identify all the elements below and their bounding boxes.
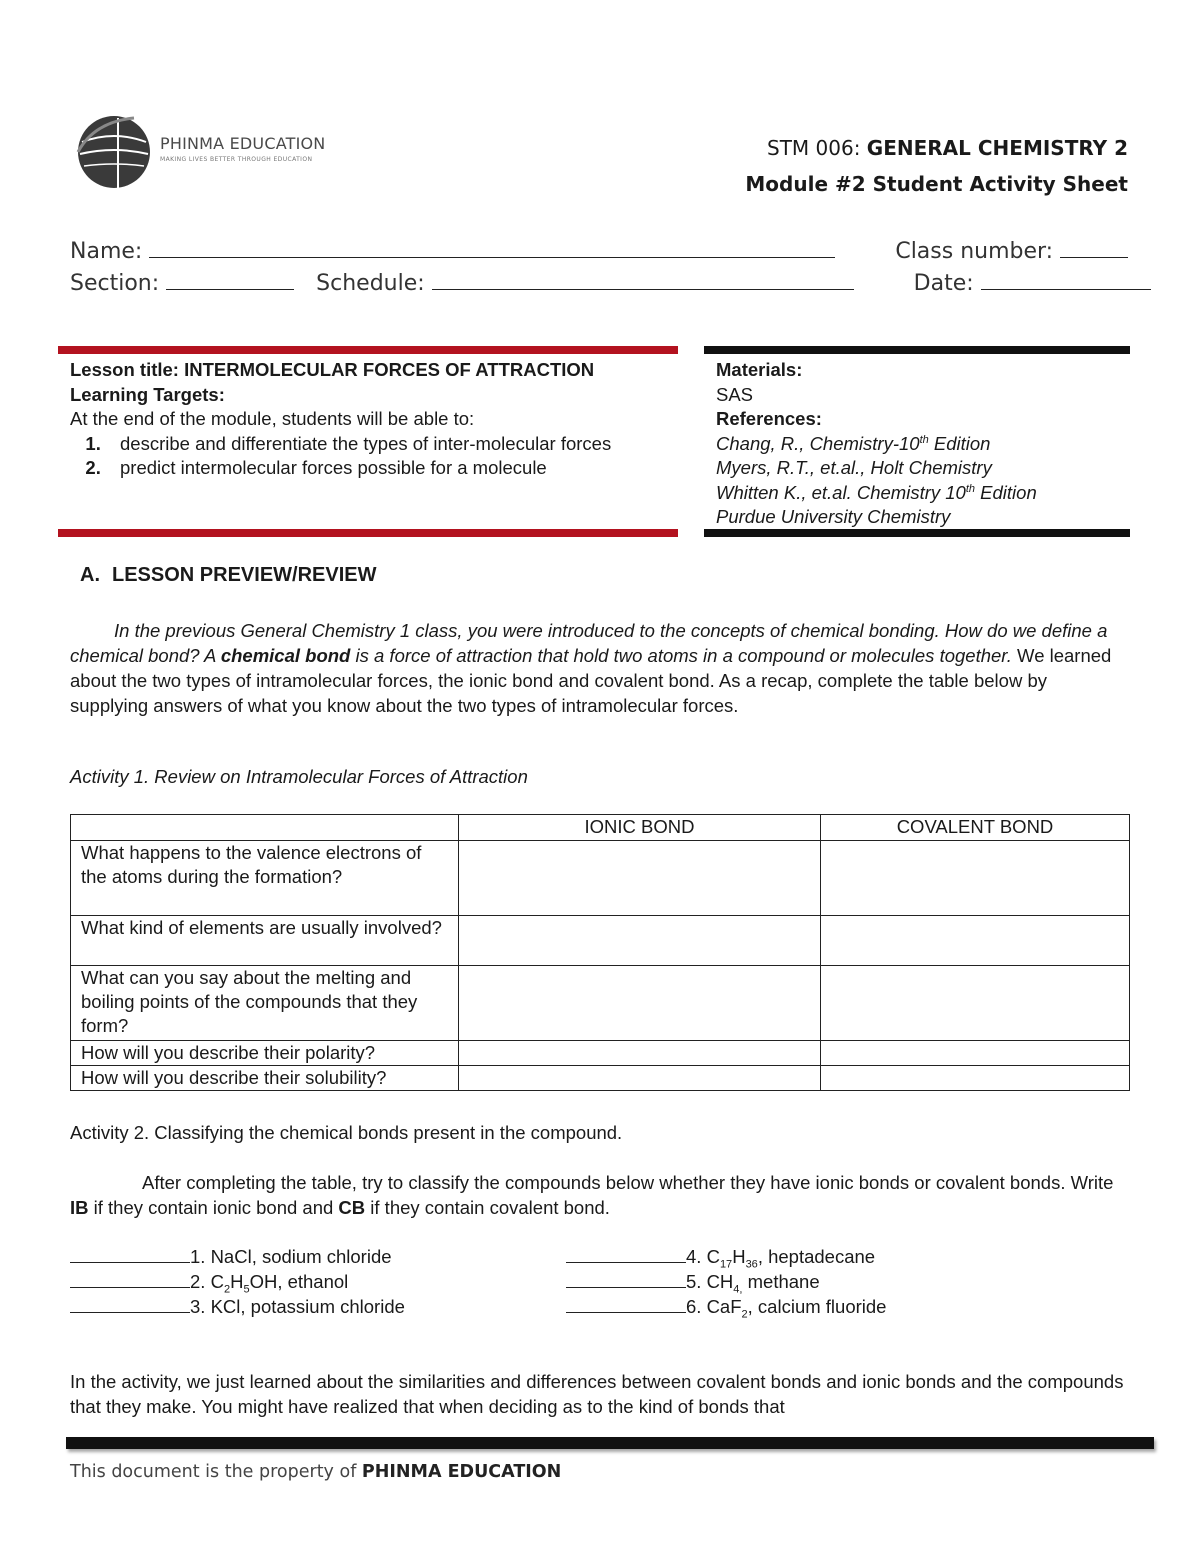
table-header-row	[71, 815, 1130, 841]
footer-text: This document is the property of	[70, 1462, 362, 1482]
question-cell: How will you describe their solubility?	[71, 1066, 459, 1091]
footer-rule	[66, 1437, 1154, 1449]
compound-list-left	[70, 1244, 405, 1319]
footer	[70, 1462, 561, 1482]
date-label: Date:	[913, 271, 974, 296]
materials-box	[716, 358, 1126, 530]
compound-item: 3. KCl, potassium chloride	[70, 1294, 405, 1319]
logo-text: PHINMA EDUCATION	[160, 134, 326, 153]
activity-1-title: Activity 1. Review on Intramolecular Forces of Attraction	[70, 766, 528, 787]
question-cell: What can you say about the melting and boiling points of the compounds that they form?	[71, 966, 459, 1041]
globe-logo-icon	[74, 112, 154, 192]
table-row	[71, 966, 1130, 1041]
name-field[interactable]	[149, 236, 835, 258]
class-number-label: Class number:	[895, 239, 1054, 264]
covalent-answer-cell[interactable]	[821, 1041, 1130, 1066]
covalent-answer-cell[interactable]	[821, 916, 1130, 966]
section-field[interactable]	[166, 268, 294, 290]
document-heading	[745, 130, 1128, 202]
answer-blank[interactable]	[70, 1270, 190, 1288]
compound-list-right	[566, 1244, 886, 1319]
section-label: Section:	[70, 271, 160, 296]
phinma-logo	[74, 112, 344, 192]
table-row	[71, 1041, 1130, 1066]
covalent-answer-cell[interactable]	[821, 841, 1130, 916]
closing-paragraph: In the activity, we just learned about the similarities and differences between covalent bonds and ionic bonds and the compounds that they make. You might have realized that when deciding as to the kind of bonds that	[70, 1371, 1124, 1417]
footer-owner: PHINMA EDUCATION	[361, 1462, 562, 1482]
answer-blank[interactable]	[566, 1270, 686, 1288]
lesson-title: INTERMOLECULAR FORCES OF ATTRACTION	[184, 359, 595, 380]
answer-blank[interactable]	[566, 1295, 686, 1313]
question-cell: What kind of elements are usually involved?	[71, 916, 459, 966]
compound-item: 1. NaCl, sodium chloride	[70, 1244, 405, 1269]
materials-top-rule	[704, 346, 1130, 354]
ionic-answer-cell[interactable]	[459, 966, 821, 1041]
column-header	[71, 815, 459, 841]
ionic-answer-cell[interactable]	[459, 1066, 821, 1091]
answer-blank[interactable]	[70, 1245, 190, 1263]
section-letter: A.	[80, 564, 100, 586]
compound-item: 4. $C_{17}H_{36}$, heptadecane	[566, 1244, 886, 1269]
intramolecular-review-table	[70, 814, 1130, 1091]
compound-item: 2. $C_2H_5OH$, ethanol	[70, 1269, 405, 1294]
activity-2-title: Activity 2. Classifying the chemical bonds present in the compound.	[70, 1122, 623, 1143]
reference-3: Whitten K., et.al. Chemistry 10th Edition	[716, 481, 1037, 503]
covalent-answer-cell[interactable]	[821, 966, 1130, 1041]
materials-bottom-rule	[704, 529, 1130, 537]
lesson-bottom-rule	[58, 529, 678, 537]
schedule-label: Schedule:	[316, 271, 425, 296]
answer-blank[interactable]	[566, 1245, 686, 1263]
target-item: 1. describe and differentiate the types of inter-molecular forces	[106, 432, 670, 457]
course-code: STM 006:	[767, 136, 861, 160]
date-field[interactable]	[981, 268, 1151, 290]
materials-value: SAS	[716, 383, 754, 405]
activity-2-instructions: After completing the table, try to classify the compounds below whether they have ionic bonds or covalent bonds. Write IB if they contain ionic bond and CB if they contain covalent bond.	[70, 1172, 1114, 1218]
answer-blank[interactable]	[70, 1295, 190, 1313]
column-header: COVALENT BOND	[821, 815, 1130, 841]
table-row	[71, 841, 1130, 916]
compound-item: 6. CaF$_2$, calcium fluoride	[566, 1294, 886, 1319]
column-header: IONIC BOND	[459, 815, 821, 841]
intro-paragraph: In the previous General Chemistry 1 class, you were introduced to the concepts of chemical bonding. How do we define a chemical bond? A chemical bond is a force of attraction that hold two atoms in a compound or molecules together. We learned about the two types of intramolecular forces, the ionic bond and covalent bond. As a recap, complete the table below by supplying answers of what you know about the two types of intramolecular forces.	[70, 620, 1112, 716]
reference-4: Purdue University Chemistry	[716, 506, 951, 527]
compound-item: 5. $CH_{4,}$ methane	[566, 1269, 886, 1294]
table-row	[71, 916, 1130, 966]
lesson-title-label: Lesson title:	[70, 359, 179, 380]
name-label: Name:	[70, 239, 143, 264]
question-cell: What happens to the valence electrons of the atoms during the formation?	[71, 841, 459, 916]
targets-list	[106, 432, 670, 481]
section-heading: LESSON PREVIEW/REVIEW	[112, 564, 377, 586]
reference-2: Myers, R.T., et.al., Holt Chemistry	[716, 457, 992, 478]
logo-tagline: MAKING LIVES BETTER THROUGH EDUCATION	[160, 156, 313, 163]
student-info-row-2	[70, 268, 1151, 296]
reference-1: Chang, R., Chemistry-10th Edition	[716, 432, 991, 454]
ionic-answer-cell[interactable]	[459, 1041, 821, 1066]
module-title: Module #2 Student Activity Sheet	[745, 172, 1128, 196]
ionic-answer-cell[interactable]	[459, 841, 821, 916]
references-label: References:	[716, 408, 822, 429]
materials-label: Materials:	[716, 359, 803, 380]
targets-intro: At the end of the module, students will be able to:	[70, 408, 475, 429]
covalent-answer-cell[interactable]	[821, 1066, 1130, 1091]
target-item: 2. predict intermolecular forces possible for a molecule	[106, 456, 670, 481]
learning-targets-label: Learning Targets:	[70, 383, 225, 405]
class-number-field[interactable]	[1060, 236, 1128, 258]
lesson-top-rule	[58, 346, 678, 354]
lesson-box	[70, 358, 670, 481]
ionic-answer-cell[interactable]	[459, 916, 821, 966]
question-cell: How will you describe their polarity?	[71, 1041, 459, 1066]
schedule-field[interactable]	[432, 268, 854, 290]
table-row	[71, 1066, 1130, 1091]
section-a-title	[80, 564, 376, 587]
student-info-row-1	[70, 236, 1128, 264]
course-name: GENERAL CHEMISTRY 2	[866, 136, 1128, 160]
